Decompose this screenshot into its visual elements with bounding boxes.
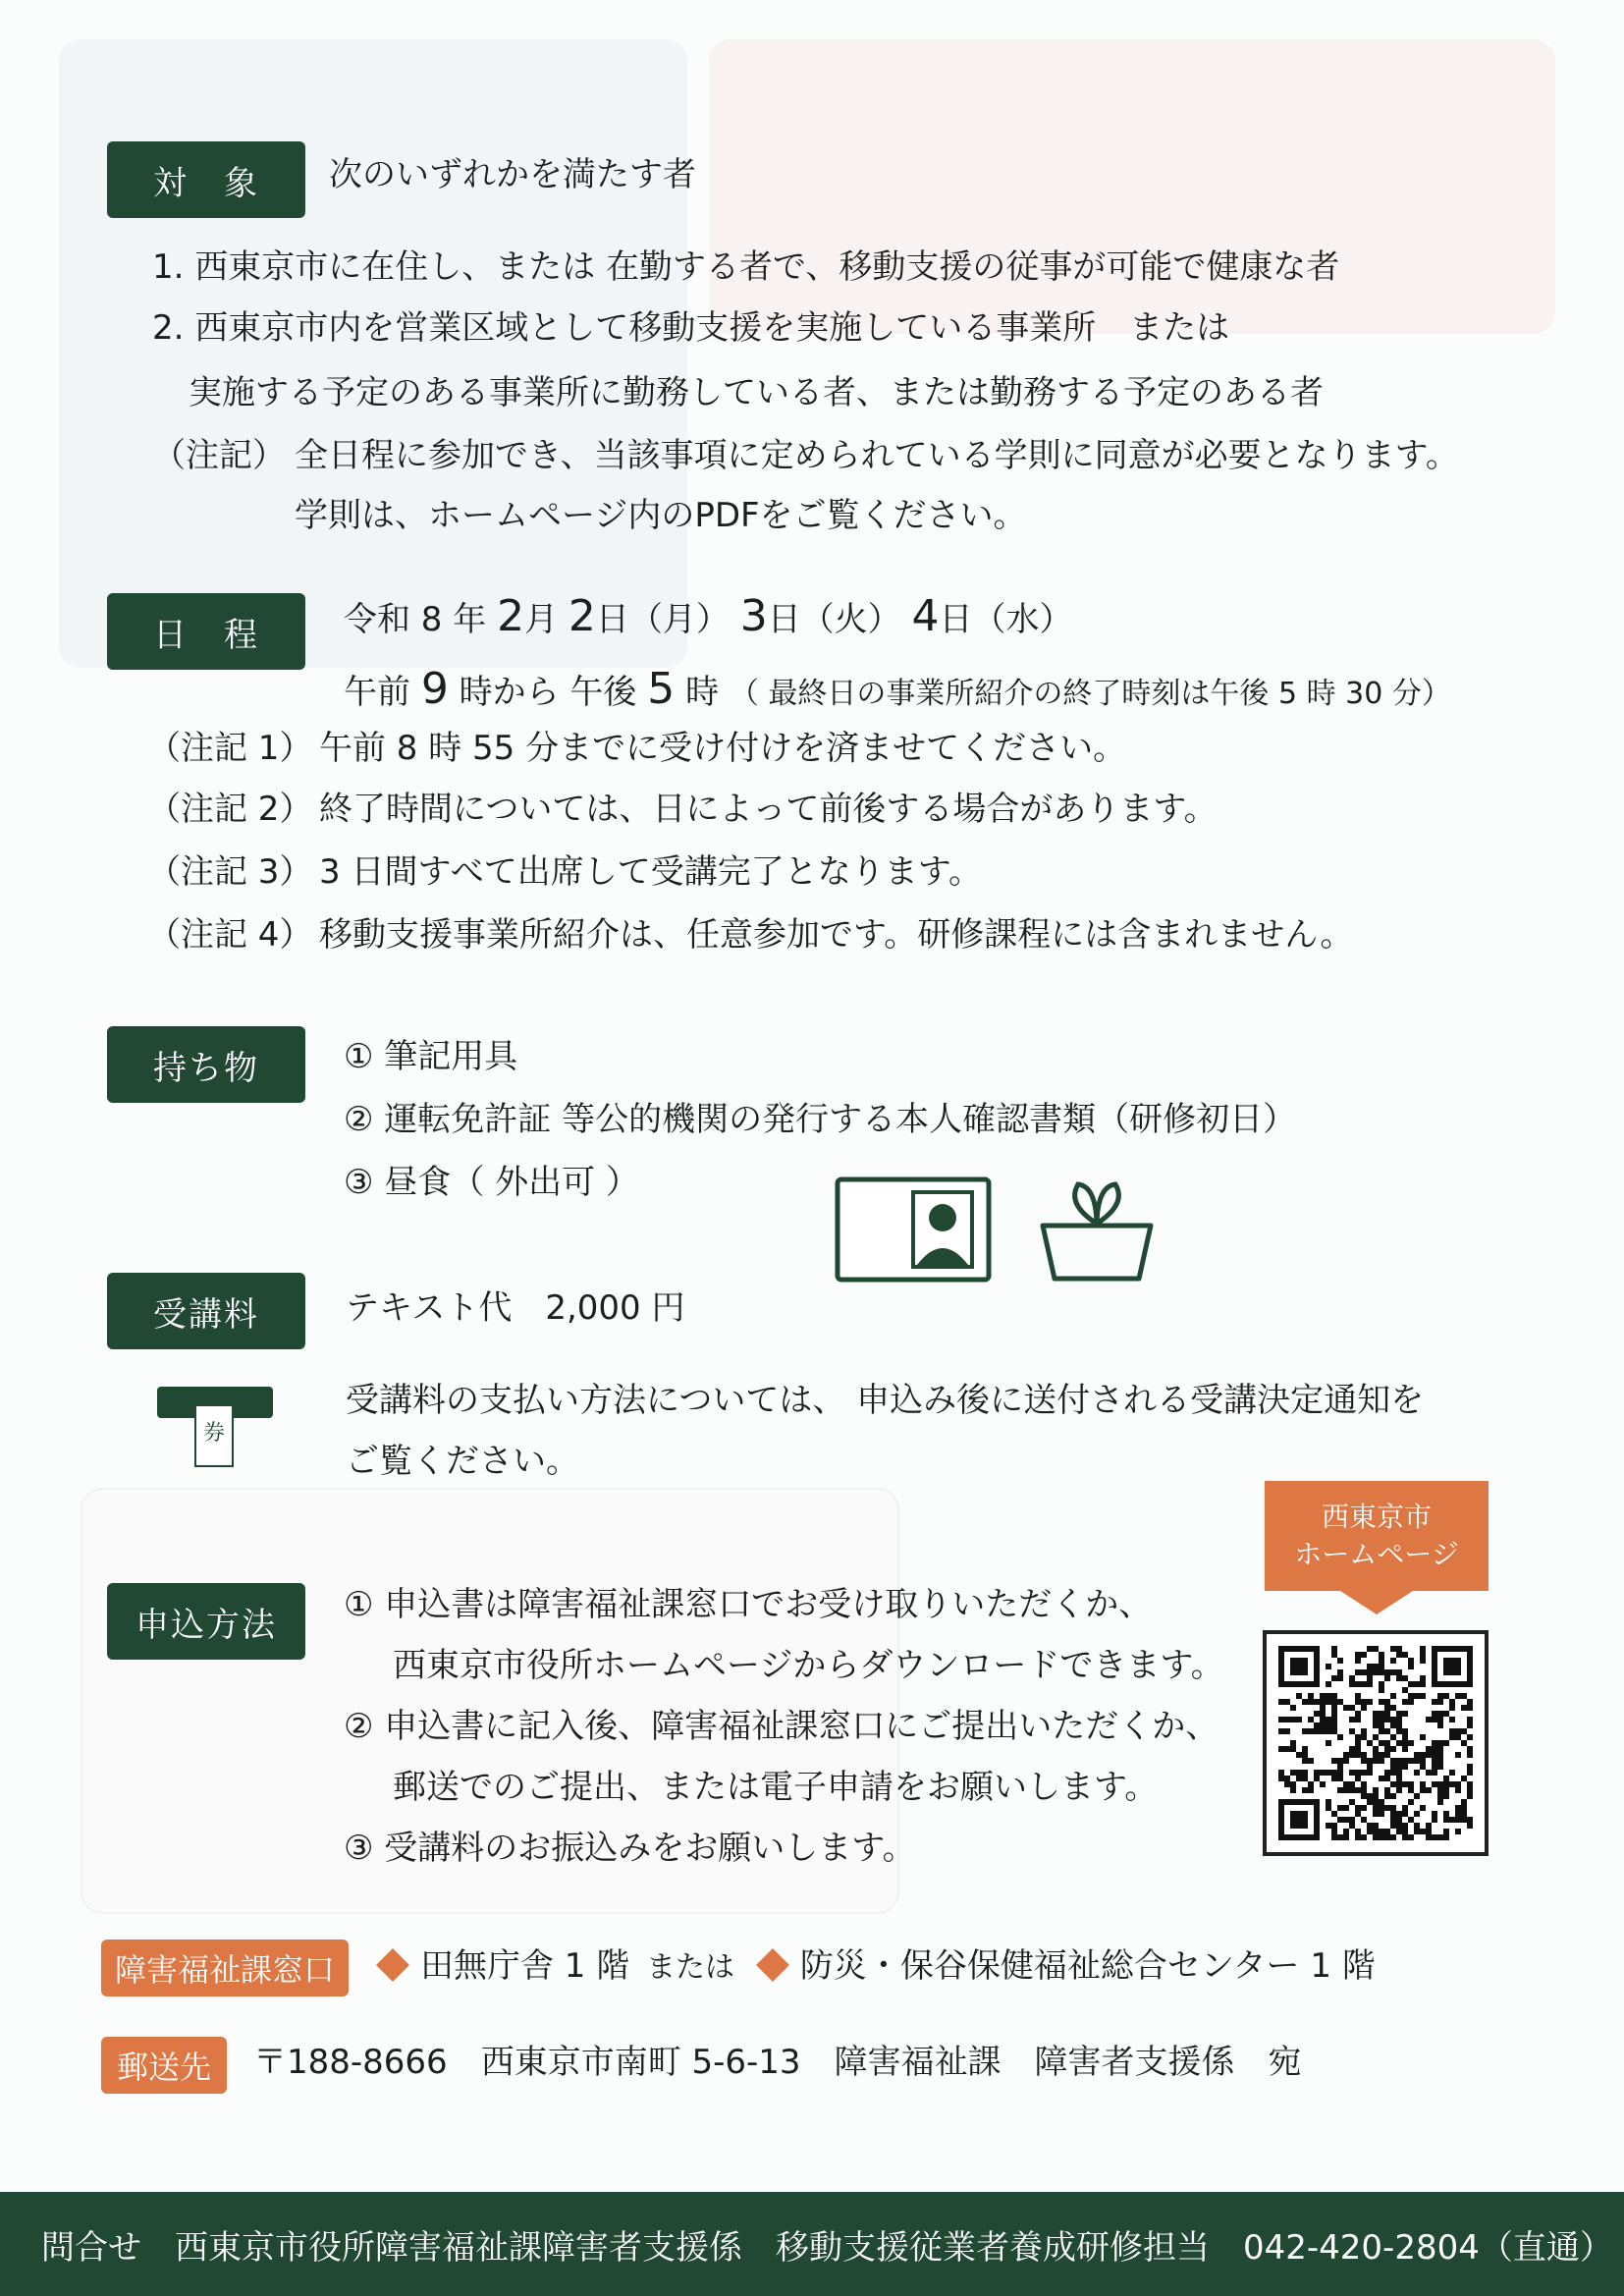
belongings-label: 持ち物 xyxy=(107,1026,305,1103)
apply-line-1: ① 申込書は障害福祉課窓口でお受け取りいただくか、 xyxy=(344,1585,1153,1624)
schedule-time-remark: （ 最終日の事業所紹介の終了時刻は午後 5 時 30 分） xyxy=(729,677,1451,711)
homepage-badge-line-2: ホームページ xyxy=(1294,1538,1459,1570)
background-panel-left xyxy=(59,39,687,668)
belongings-item-3: ③ 昼食（ 外出可 ） xyxy=(344,1163,639,1202)
homepage-badge-arrow xyxy=(1337,1589,1416,1614)
id-card-icon xyxy=(835,1176,992,1283)
schedule-note-4-tag: （注記 4） xyxy=(147,915,313,955)
schedule-date-day-2-unit: 日（火） xyxy=(767,600,901,639)
counter-label: 障害福祉課窓口 xyxy=(101,1940,349,1996)
target-item-2-cont: 実施する予定のある事業所に勤務している者、または勤務する予定のある者 xyxy=(189,373,1324,412)
ticket-icon-char: 券 xyxy=(202,1421,225,1446)
counter-or: または xyxy=(646,1950,735,1985)
fee-text: テキスト代 2,000 円 xyxy=(346,1288,685,1328)
target-note-line-1: 全日程に参加でき、当該事項に定められている学則に同意が必要となります。 xyxy=(295,436,1459,475)
schedule-time-prefix: 午前 xyxy=(344,673,410,712)
diamond-bullet-icon xyxy=(376,1948,409,1982)
schedule-date-day-3: 4 xyxy=(911,591,940,641)
target-item-2: 2. 西東京市内を営業区域として移動支援を実施している事業所 または xyxy=(152,308,1230,348)
schedule-date-day-1: 2 xyxy=(568,591,596,641)
target-note-line-2: 学則は、ホームページ内のPDFをご覧ください。 xyxy=(295,496,1027,535)
background-panel-right xyxy=(709,39,1555,334)
schedule-note-2-text: 終了時間については、日によって前後する場合があります。 xyxy=(319,790,1218,829)
apply-label: 申込方法 xyxy=(107,1583,305,1660)
schedule-note-4-text: 移動支援事業所紹介は、任意参加です。研修課程には含まれません。 xyxy=(319,915,1354,955)
counter-place-1: 田無庁舎 1 階 xyxy=(420,1946,630,1986)
fee-payment-line-2: ご覧ください。 xyxy=(346,1442,579,1481)
apply-line-3: ② 申込書に記入後、障害福祉課窓口にご提出いただくか、 xyxy=(344,1707,1219,1746)
schedule-note-1-tag: （注記 1） xyxy=(147,729,313,768)
counter-info xyxy=(371,1946,1376,1987)
schedule-date-day-1-unit: 日（月） xyxy=(595,600,730,639)
schedule-note-2-tag: （注記 2） xyxy=(147,790,313,829)
lunch-bag-icon xyxy=(1035,1176,1159,1285)
schedule-date-year: 令和 8 年 xyxy=(344,600,487,639)
schedule-time-middle: 時から 午後 xyxy=(459,673,637,712)
contact-footer xyxy=(0,2192,1624,2296)
schedule-note-3-text: 3 日間すべて出席して受講完了となります。 xyxy=(319,852,983,892)
schedule-date xyxy=(344,591,1073,643)
homepage-qr-code[interactable] xyxy=(1263,1630,1489,1856)
schedule-time-end: 5 xyxy=(647,664,676,714)
apply-line-5: ③ 受講料のお振込みをお願いします。 xyxy=(344,1829,916,1868)
target-item-1: 1. 西東京市に在住し、または 在勤する者で、移動支援の従事が可能で健康な者 xyxy=(152,247,1340,287)
diamond-bullet-icon xyxy=(756,1948,789,1982)
schedule-date-month-unit: 月 xyxy=(524,600,559,639)
qr-code-pattern xyxy=(1278,1646,1473,1840)
homepage-badge-line-1: 西東京市 xyxy=(1321,1501,1432,1534)
apply-line-4: 郵送でのご提出、または電子申請をお願いします。 xyxy=(393,1768,1159,1807)
schedule-time-start: 9 xyxy=(420,664,449,714)
fee-label: 受講料 xyxy=(107,1273,305,1349)
contact-text: 問合せ 西東京市役所障害福祉課障害者支援係 移動支援従業者養成研修担当 042-420-2804（直通） xyxy=(41,2227,1613,2268)
belongings-item-1: ① 筆記用具 xyxy=(344,1037,518,1076)
schedule-time-suffix: 時 xyxy=(685,673,720,712)
schedule-date-month: 2 xyxy=(497,591,525,641)
belongings-item-2: ② 運転免許証 等公的機関の発行する本人確認書類（研修初日） xyxy=(344,1100,1297,1139)
schedule-note-3-tag: （注記 3） xyxy=(147,852,313,892)
fee-payment-line-1: 受講料の支払い方法については、 申込み後に送付される受講決定通知を xyxy=(346,1381,1425,1420)
homepage-badge xyxy=(1265,1481,1489,1591)
mail-label: 郵送先 xyxy=(101,2037,227,2094)
schedule-date-day-3-unit: 日（水） xyxy=(939,600,1073,639)
schedule-label: 日 程 xyxy=(107,593,305,670)
target-intro: 次のいずれかを満たす者 xyxy=(329,155,696,194)
mail-address: 〒188-8666 西東京市南町 5-6-13 障害福祉課 障害者支援係 宛 xyxy=(253,2043,1302,2082)
ticket-icon xyxy=(157,1387,273,1469)
counter-place-2: 防災・保谷保健福祉総合センター 1 階 xyxy=(799,1946,1376,1986)
schedule-date-day-2: 3 xyxy=(739,591,768,641)
schedule-time xyxy=(344,664,1451,716)
target-label: 対 象 xyxy=(107,141,305,218)
target-note-tag: （注記） xyxy=(152,436,286,475)
apply-line-2: 西東京市役所ホームページからダウンロードできます。 xyxy=(393,1646,1224,1685)
schedule-note-1-text: 午前 8 時 55 分までに受け付けを済ませてください。 xyxy=(319,729,1127,768)
